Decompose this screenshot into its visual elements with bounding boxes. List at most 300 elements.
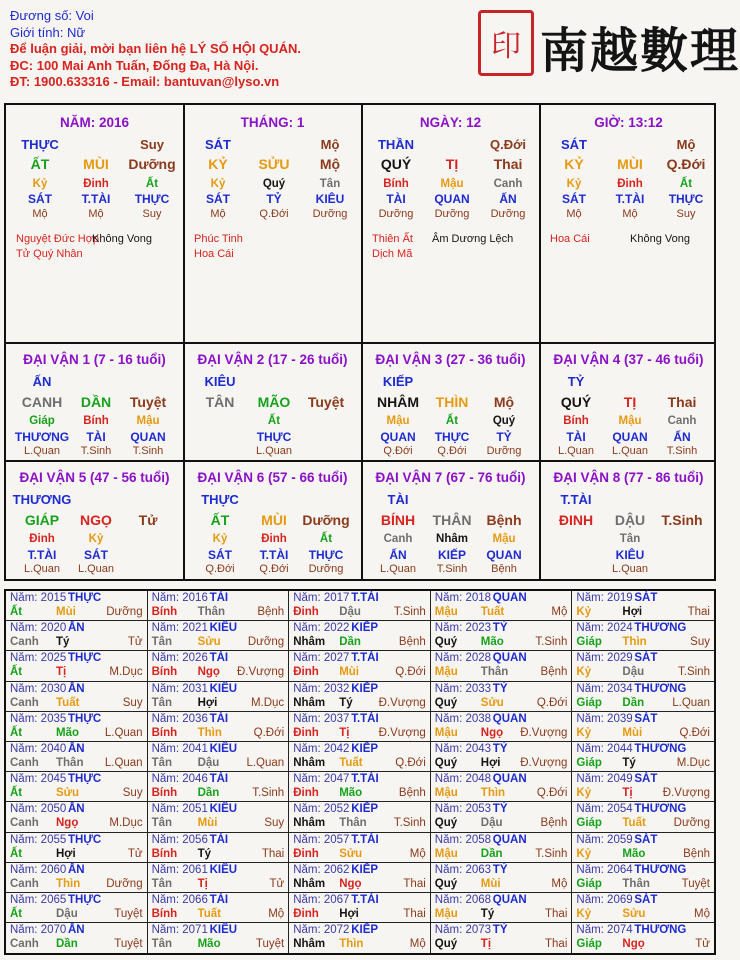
dai-van-r4-text: THƯƠNG (14, 430, 70, 444)
year-star: TÀI (209, 773, 229, 786)
pillar-star-text: Không Vong (630, 233, 690, 245)
year-stem: Mậu (434, 666, 458, 679)
year-star: KIÊU (209, 743, 238, 755)
year-stem: Ất (10, 908, 23, 920)
year-phase: Đ.Vượng (520, 726, 568, 739)
year-label: Năm: 2035 (10, 712, 67, 725)
year-cell (289, 893, 431, 923)
year-branch: Thân (480, 666, 509, 679)
year-star: THỰC (68, 592, 102, 604)
dai-van-r3-text: Kỷ (88, 533, 104, 545)
year-phase: T.Sinh (535, 636, 568, 649)
dai-van-r2-text: TÂN (205, 394, 235, 410)
year-star: T.TÀI (351, 712, 379, 725)
pillar-r2-text: Q.Đới (666, 156, 706, 172)
dai-van-r3-text: Tân (619, 533, 641, 545)
pillar-r4-text: T.TÀI (81, 192, 111, 206)
year-star: T.TÀI (351, 592, 379, 604)
dai-van-r5-text: L.Quan (255, 445, 293, 457)
year-label: Năm: 2059 (576, 833, 633, 846)
dai-van-cell (540, 462, 717, 579)
year-stem: Tân (151, 877, 173, 890)
year-star: TỶ (492, 682, 508, 695)
year-label: Năm: 2061 (151, 863, 208, 876)
year-branch: Sửu (339, 847, 363, 860)
pillar-r2-text: Dưỡng (128, 156, 176, 172)
year-stem: Ất (10, 666, 23, 679)
year-phase: Q.Đới (536, 696, 568, 709)
dai-van-r2-text: Tuyệt (307, 394, 345, 410)
pillar-star-text: Nguyệt Đức Hợp (16, 233, 100, 245)
year-cell (289, 802, 431, 832)
year-phase: Thai (261, 847, 285, 860)
pillar-r4-text: THỰC (668, 192, 704, 206)
year-branch: Mão (197, 938, 221, 951)
year-branch: Tý (197, 847, 212, 860)
year-phase: T.Sinh (393, 817, 426, 830)
dai-van-r3-text: Mậu (386, 415, 410, 427)
year-cell (572, 772, 714, 802)
year-branch: Tuất (197, 908, 222, 920)
dai-van-r2-text: NGỌ (80, 512, 112, 528)
year-label: Năm: 2037 (293, 712, 350, 725)
year-phase: Suy (122, 696, 143, 709)
year-phase: Dưỡng (673, 817, 710, 830)
year-star: THỰC (68, 652, 102, 665)
pillar-r3-text: Canh (493, 178, 523, 190)
year-cell (431, 682, 573, 712)
dai-van-cell (184, 344, 361, 460)
year-phase: Bệnh (540, 666, 568, 679)
year-phase: T.Sinh (678, 666, 710, 679)
year-star: ẤN (68, 743, 85, 755)
pillar-r5-text: Q.Đới (259, 208, 289, 220)
pillar-r1-text: Mộ (676, 137, 696, 152)
year-branch: Mão (480, 636, 504, 649)
year-branch: Ngọ (480, 726, 504, 739)
year-star: QUAN (492, 833, 527, 846)
dai-van-r2-text: GIÁP (24, 512, 60, 528)
year-label: Năm: 2065 (10, 894, 67, 906)
dai-van-r1-text: KIÊU (204, 374, 236, 389)
dai-van-r1-text: TỶ (567, 374, 585, 389)
year-label: Năm: 2071 (151, 924, 208, 937)
year-stem: Bính (151, 787, 178, 800)
pillar-title: THÁNG: 1 (240, 115, 305, 130)
year-star: QUAN (492, 652, 527, 665)
year-cell (572, 802, 714, 832)
dai-van-r2-text: ẤT (210, 512, 230, 528)
pillar-cell (362, 105, 539, 342)
year-phase: Mộ (551, 606, 568, 618)
pillar-r4-text: ẤN (499, 192, 517, 206)
dai-van-r2-text: QUÝ (560, 394, 592, 410)
dai-van-r5-text: L.Quan (611, 563, 649, 575)
year-stem: Mậu (434, 908, 458, 920)
year-stem: Quý (434, 817, 458, 830)
dai-van-r3-text: Mậu (492, 533, 516, 545)
year-branch: Thân (56, 757, 84, 769)
dai-van-r4-text: QUAN (486, 548, 522, 562)
year-label: Năm: 2072 (293, 924, 350, 937)
year-phase: T.Sinh (252, 787, 285, 800)
year-branch: Sửu (197, 636, 221, 649)
dai-van-r4-text: THỰC (434, 430, 470, 444)
year-stem: Ất (10, 606, 23, 618)
dai-van-r4-text: T.TÀI (27, 548, 57, 562)
pillar-r3-text: Kỷ (32, 178, 48, 190)
dai-van-title: ĐẠI VẬN 5 (47 - 56 tuổi) (19, 470, 170, 485)
year-star: KIẾP (351, 803, 379, 816)
year-branch: Mùi (480, 877, 501, 890)
pillar-r5-text: Suy (142, 208, 162, 220)
year-branch: Thìn (480, 787, 506, 800)
year-branch: Tuất (480, 606, 505, 618)
year-label: Năm: 2054 (576, 803, 633, 816)
dai-van-r3-text: Đinh (29, 533, 55, 545)
pillar-r2-text: MÙI (83, 156, 109, 172)
year-star: QUAN (492, 712, 527, 725)
dai-van-r1-text: T.TÀI (560, 492, 592, 507)
year-star: T.TÀI (351, 894, 379, 906)
year-branch: Ngọ (56, 817, 79, 830)
year-stem: Đinh (293, 908, 319, 920)
year-label: Năm: 2020 (10, 622, 67, 635)
year-label: Năm: 2045 (10, 773, 67, 786)
pillar-cell (184, 105, 361, 342)
year-branch: Dậu (56, 908, 78, 920)
year-star: THỰC (68, 894, 102, 906)
year-branch: Ngọ (197, 666, 220, 679)
year-cell (148, 742, 290, 772)
pillar-r4-text: T.TÀI (615, 192, 645, 206)
dai-van-r2-text: MÙI (261, 512, 287, 528)
year-cell (289, 742, 431, 772)
year-cell (148, 621, 290, 651)
year-star: TỶ (492, 622, 508, 635)
dai-van-r5-text: L.Quan (23, 563, 61, 575)
year-stem: Canh (10, 696, 39, 709)
year-phase: Tuyệt (681, 877, 710, 890)
year-phase: M.Dục (676, 757, 710, 769)
year-branch: Mùi (622, 726, 643, 739)
year-cell (431, 893, 573, 923)
dai-van-r3-text: Kỷ (212, 533, 228, 545)
year-label: Năm: 2038 (434, 712, 492, 725)
pillar-r2-text: QUÝ (380, 156, 412, 172)
year-star: THƯƠNG (634, 743, 687, 755)
year-stem: Giáp (576, 938, 602, 951)
year-branch: Hợi (56, 847, 76, 860)
dai-van-r2-text: DẬU (614, 512, 646, 528)
pillar-star-text: Hoa Cái (550, 233, 590, 245)
year-label: Năm: 2016 (151, 592, 208, 604)
owner-label: Đương số: (10, 8, 73, 23)
dai-van-r2-text: THÌN (435, 394, 469, 410)
year-stem: Đinh (293, 666, 319, 679)
dai-van-r3-text: Nhâm (436, 533, 468, 545)
dai-van-r2-text: Tử (138, 512, 158, 528)
year-branch: Mùi (56, 606, 76, 618)
pillar-star-text: Thiên Ất (372, 233, 413, 245)
year-branch: Tuất (622, 817, 646, 830)
year-star: QUAN (492, 894, 527, 906)
year-label: Năm: 2032 (293, 682, 350, 695)
year-star: T.TÀI (351, 833, 379, 846)
dai-van-cell (184, 462, 361, 579)
brand-logo (478, 8, 740, 79)
year-stem: Bính (151, 726, 178, 739)
year-branch: Ngọ (622, 938, 645, 951)
year-label: Năm: 2064 (576, 863, 633, 876)
year-label: Năm: 2046 (151, 773, 208, 786)
year-branch: Dần (56, 938, 78, 951)
year-stem: Quý (434, 757, 458, 769)
year-star: TỶ (492, 924, 508, 937)
year-branch: Mão (339, 787, 363, 800)
year-cell (6, 682, 148, 712)
year-phase: Suy (690, 636, 710, 649)
dai-van-r5-text: L.Quan (23, 445, 61, 457)
year-label: Năm: 2036 (151, 712, 208, 725)
year-label: Năm: 2062 (293, 863, 350, 876)
year-star: ẤN (68, 682, 85, 695)
dai-van-title: ĐẠI VẬN 2 (17 - 26 tuổi) (197, 352, 348, 367)
pillar-r2-text: MÙI (617, 156, 643, 172)
dai-van-r1-text: THƯƠNG (12, 492, 72, 507)
dai-van-title: ĐẠI VẬN 6 (57 - 66 tuổi) (197, 470, 348, 485)
pillar-r3-text: Quý (262, 178, 286, 190)
year-star: SÁT (634, 894, 658, 906)
year-star: SÁT (634, 592, 658, 604)
year-stem: Giáp (576, 877, 602, 890)
year-star: KIẾP (351, 622, 379, 635)
dai-van-r2-text: TỊ (623, 394, 637, 410)
year-phase: Thai (545, 938, 568, 951)
year-stem: Tân (151, 817, 173, 830)
pillar-r1-text: Q.Đới (490, 137, 526, 152)
year-phase: Mộ (694, 908, 710, 920)
chart-header (10, 8, 301, 91)
year-branch: Thìn (56, 877, 81, 890)
year-phase: Đ.Vượng (520, 757, 568, 769)
year-stem: Nhâm (293, 877, 326, 890)
dai-van-r3-text: Mậu (618, 415, 642, 427)
dai-van-r5-text: L.Quan (77, 563, 115, 575)
dai-van-r5-text: Q.Đới (205, 563, 235, 575)
year-phase: Bệnh (257, 606, 285, 618)
pillar-r4-text: THỰC (134, 192, 170, 206)
pillar-r2-text: KỶ (564, 156, 584, 172)
pillar-r3-text: Bính (383, 178, 409, 190)
dai-van-r3-text: Mậu (136, 415, 160, 427)
year-stem: Kỷ (576, 666, 592, 679)
dai-van-r1-text: TÀI (387, 492, 409, 507)
year-phase: M.Dục (250, 696, 285, 709)
pillar-r5-text: Dưỡng (378, 208, 414, 220)
year-cell (289, 591, 431, 621)
pillar-r1-text: THẦN (377, 137, 415, 152)
pillar-r1-text: SÁT (205, 137, 231, 152)
address-line: ĐC: 100 Mai Anh Tuấn, Đống Đa, Hà Nội. (10, 57, 259, 73)
bazi-grid (4, 103, 716, 581)
year-cell (289, 682, 431, 712)
year-branch: Tý (622, 757, 636, 769)
year-label: Năm: 2021 (151, 622, 208, 635)
dai-van-r3-text: Canh (383, 533, 413, 545)
year-label: Năm: 2041 (151, 743, 208, 755)
pillar-cell (540, 105, 717, 342)
dai-van-r5-text: T.Sinh (666, 445, 698, 457)
year-stem: Giáp (576, 636, 602, 649)
year-label: Năm: 2025 (10, 652, 67, 665)
year-label: Năm: 2055 (10, 833, 67, 846)
dai-van-r3-text: Bính (83, 415, 109, 427)
year-branch: Hợi (197, 696, 218, 709)
year-star: KIÊU (209, 682, 238, 695)
year-branch: Dậu (339, 606, 361, 618)
pillar-title: GIỜ: 13:12 (594, 115, 663, 130)
year-branch: Tý (480, 908, 495, 920)
pillar-star-text: Hoa Cái (194, 248, 234, 260)
year-label: Năm: 2031 (151, 682, 208, 695)
year-label: Năm: 2066 (151, 894, 208, 906)
year-stem: Tân (151, 696, 173, 709)
year-branch: Mão (56, 726, 79, 739)
year-phase: Bệnh (540, 817, 568, 830)
pillar-star-text: Dịch Mã (372, 248, 413, 260)
dai-van-title: ĐẠI VẬN 1 (7 - 16 tuổi) (23, 352, 166, 367)
year-cell (6, 893, 148, 923)
year-phase: M.Dục (109, 666, 143, 679)
year-cell (431, 923, 573, 953)
year-cell (572, 863, 714, 893)
year-star: QUAN (492, 592, 527, 604)
year-phase: Thai (687, 606, 710, 618)
year-stem: Mậu (434, 787, 458, 800)
year-star: THƯƠNG (634, 682, 687, 695)
year-star: QUAN (492, 773, 527, 786)
year-cell (431, 712, 573, 742)
year-cell (289, 863, 431, 893)
year-stem: Giáp (576, 757, 602, 769)
pillar-r2-text: Mộ (319, 156, 341, 172)
pillar-r1-text: SÁT (561, 137, 587, 152)
dai-van-cell (362, 344, 539, 460)
year-phase: Q.Đới (536, 787, 568, 800)
dai-van-r5-text: Dưỡng (308, 563, 344, 575)
year-label: Năm: 2074 (576, 924, 633, 937)
year-branch: Thân (197, 606, 226, 618)
year-label: Năm: 2034 (576, 682, 633, 695)
year-stem: Tân (151, 757, 173, 769)
year-star: TÀI (209, 652, 229, 665)
pillar-r4-text: SÁT (28, 192, 52, 206)
dai-van-r4-text: ẤN (389, 548, 407, 562)
year-label: Năm: 2051 (151, 803, 208, 816)
year-label: Năm: 2063 (434, 863, 492, 876)
year-phase: Mộ (409, 847, 426, 860)
dai-van-r3-text: Ất (267, 415, 281, 427)
year-stem: Mậu (434, 726, 458, 739)
year-star: THƯƠNG (634, 803, 687, 816)
year-cell (572, 682, 714, 712)
dai-van-r4-text: TỶ (496, 430, 512, 444)
year-stem: Giáp (576, 817, 602, 830)
year-branch: Sửu (622, 908, 646, 920)
pillar-r2-text: ẤT (30, 156, 50, 172)
year-phase: Dưỡng (106, 877, 143, 890)
dai-van-r5-text: Dưỡng (486, 445, 522, 457)
pillar-star-text: Âm Dương Lệch (432, 233, 514, 245)
year-cell (431, 651, 573, 681)
pillar-star-text: Phúc Tinh (194, 233, 243, 245)
year-label: Năm: 2028 (434, 652, 492, 665)
year-label: Năm: 2068 (434, 894, 492, 906)
dai-van-title: ĐẠI VẬN 4 (37 - 46 tuổi) (553, 352, 704, 367)
year-label: Năm: 2058 (434, 833, 492, 846)
year-cell (148, 772, 290, 802)
year-stem: Canh (10, 757, 39, 769)
pillar-r4-text: SÁT (562, 192, 586, 206)
pillar-r4-text: QUAN (434, 192, 470, 206)
dai-van-r5-text: L.Quan (379, 563, 417, 575)
year-star: ẤN (68, 803, 85, 816)
year-cell (289, 923, 431, 953)
year-branch: Tị (622, 787, 633, 800)
dai-van-r4-text: TÀI (86, 430, 106, 444)
year-cell (6, 651, 148, 681)
pillar-r1-text: Suy (140, 137, 164, 152)
year-cell (572, 712, 714, 742)
year-stem: Canh (10, 877, 39, 890)
pillar-r3-text: Ất (145, 178, 159, 190)
year-branch: Tị (56, 666, 67, 679)
pillar-r5-text: Dưỡng (434, 208, 470, 220)
year-branch: Thìn (197, 726, 222, 739)
year-branch: Hợi (480, 757, 501, 769)
year-stem: Ất (10, 847, 23, 860)
year-branch: Tị (339, 726, 350, 739)
year-stem: Tân (151, 938, 173, 951)
year-cell (289, 712, 431, 742)
year-phase: L.Quan (104, 757, 143, 769)
pillar-r5-text: Mộ (88, 208, 104, 220)
year-cell (6, 863, 148, 893)
year-star: KIÊU (209, 863, 238, 876)
dai-van-r2-text: NHÂM (377, 394, 419, 410)
year-phase: Tử (269, 877, 285, 890)
pillar-r4-text: KIÊU (315, 192, 345, 206)
year-branch: Sửu (480, 696, 504, 709)
dai-van-r2-text: Bệnh (486, 512, 522, 528)
year-phase: Dưỡng (247, 636, 285, 649)
pillar-r1-text: Mộ (320, 137, 340, 152)
year-branch: Thìn (622, 636, 647, 649)
year-stem: Đinh (293, 726, 319, 739)
dai-van-cell (540, 344, 717, 460)
year-star: ẤN (68, 863, 85, 876)
year-label: Năm: 2069 (576, 894, 633, 906)
pillar-title: NĂM: 2016 (59, 115, 130, 130)
owner-line (10, 8, 301, 25)
year-branch: Tý (339, 696, 353, 709)
year-phase: Thai (545, 908, 568, 920)
year-cell (148, 682, 290, 712)
year-stem: Bính (151, 666, 178, 679)
pillar-r3-text: Đinh (617, 178, 643, 190)
year-star: TỶ (492, 803, 508, 816)
